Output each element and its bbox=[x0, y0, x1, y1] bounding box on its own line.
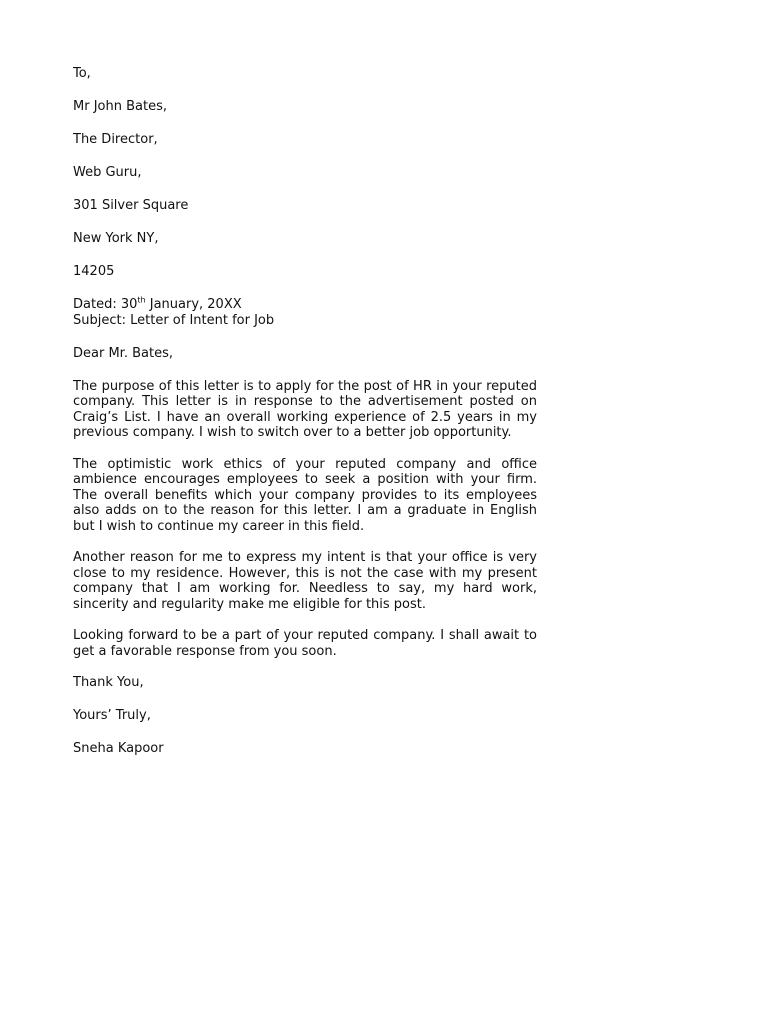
recipient-name: Mr John Bates, bbox=[73, 99, 167, 114]
street-address: 301 Silver Square bbox=[73, 198, 189, 213]
date-ordinal-suffix: th bbox=[137, 295, 146, 305]
company-name: Web Guru, bbox=[73, 165, 142, 180]
letter-document bbox=[73, 66, 537, 774]
body-paragraph: The optimistic work ethics of your reputed company and office ambience encourages employees to seek a position with your firm. The overall benefits which your company provides to its employees also adds on to the reason for this letter. I am a graduate in English but I wish to continue my career in this field. bbox=[73, 456, 537, 534]
date-rest: January, 20XX bbox=[145, 297, 242, 312]
city-state: New York NY, bbox=[73, 231, 159, 246]
greeting: Dear Mr. Bates, bbox=[73, 345, 173, 361]
closing-line: Yours’ Truly, bbox=[73, 708, 151, 723]
zip-code: 14205 bbox=[73, 264, 115, 279]
subject-line: Subject: Letter of Intent for Job bbox=[73, 312, 275, 328]
recipient-title: The Director, bbox=[73, 132, 158, 147]
date-label: Dated: 30 bbox=[73, 297, 138, 312]
signature-name: Sneha Kapoor bbox=[73, 741, 164, 756]
date-line bbox=[73, 297, 537, 313]
body-paragraph: Another reason for me to express my intent is that your office is very close to my residence. However, this is not the case with my present company that I am working for. Needless to say, my hard work, sincerity and regularity make me eligible for this post. bbox=[73, 550, 537, 612]
thanks-line: Thank You, bbox=[73, 675, 144, 690]
body-paragraph: Looking forward to be a part of your reputed company. I shall await to get a favorable response from you soon. bbox=[73, 628, 537, 659]
salutation-to: To, bbox=[73, 66, 91, 81]
body-paragraph: The purpose of this letter is to apply for the post of HR in your reputed company. This letter is in response to the advertisement posted on Craig’s List. I have an overall working experience of 2.5 years in my previous company. I wish to switch over to a better job opportunity. bbox=[73, 378, 537, 440]
